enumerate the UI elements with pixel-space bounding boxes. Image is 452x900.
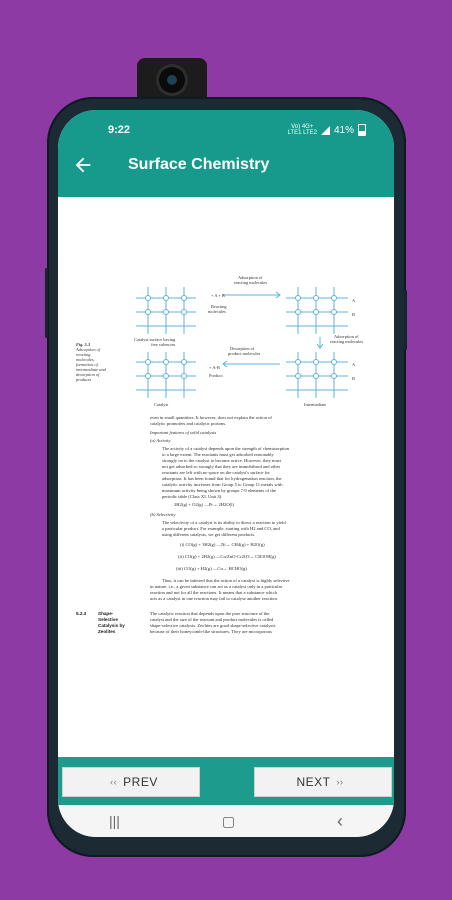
- caption-line-2: reacting: [76, 352, 91, 357]
- label-reacting-1: Reacting: [211, 304, 227, 309]
- label-product: Product: [209, 373, 223, 378]
- selectivity-equation: (i) CO(g) + 3H2(g) —Ni→ CH4(g) + H2O(g): [180, 542, 265, 547]
- recents-icon[interactable]: |||: [108, 813, 120, 829]
- page-title: Surface Chemistry: [128, 156, 270, 173]
- body-line: catalytic promoters and catalytic poisons.: [150, 421, 227, 426]
- catalyst-lattice-top-right: [286, 287, 348, 334]
- power-button: [404, 290, 407, 350]
- status-time: 9:22: [108, 124, 131, 136]
- section-title-line: Catalysis by: [98, 623, 125, 628]
- selectivity-equation: (iii) CO(g) + H2(g) —Cu→ HCHO(g): [176, 566, 247, 571]
- caption-line-0: Fig. 5.3: [76, 342, 91, 347]
- selectivity-line: a particular product. For example, starting with H2 and CO, and: [162, 526, 280, 531]
- page-navigation: [58, 757, 394, 805]
- label-adsorption2-2: reacting molecules: [330, 339, 364, 344]
- section-line: shape-selective catalysis. Zeolites are good shape-selective catalysts: [150, 623, 276, 628]
- conclusion-line: in nature, i.e., a given substance can act as a catalyst only in a particular: [150, 584, 283, 589]
- section-line: The catalytic reaction that depends upon the pore structure of the: [150, 611, 270, 616]
- conclusion-line: reaction and not for all the reactions. It means that a substance which: [150, 590, 277, 595]
- volume-button: [45, 268, 48, 338]
- activity-line: reactants are left with no space on the catalyst's surface for: [162, 470, 270, 475]
- figure-caption: [75, 342, 107, 382]
- body-text: [149, 415, 290, 634]
- camera-lens-icon: [159, 67, 185, 93]
- activity-line: adsorption. It has been found that for hydrogenation reaction, the: [162, 476, 282, 481]
- prev-button-label: PREV: [123, 775, 158, 789]
- conclusion-line: acts as a catalyst in one reaction may fail to catalyse another reaction.: [150, 596, 278, 601]
- label-b-bottom: B: [352, 376, 355, 381]
- network-indicator: [288, 124, 317, 136]
- page-content: [58, 197, 394, 757]
- arrow-left-icon[interactable]: [72, 154, 94, 176]
- label-a-bottom: A: [352, 362, 356, 367]
- battery-percent: 41%: [333, 124, 354, 136]
- caption-line-7: products: [76, 377, 92, 382]
- activity-heading: (a) Activity: [150, 438, 171, 443]
- section-title-line: Shape-: [98, 611, 114, 616]
- network-top-text: Vo) 4G+: [291, 124, 314, 130]
- section-title-line: Selective: [98, 617, 118, 622]
- section-line: catalyst and the size of the reactant and product molecules is called: [150, 617, 274, 622]
- label-desorption-2: product molecules: [228, 351, 261, 356]
- network-bottom-text: LTE1 LTE2: [287, 130, 317, 136]
- title-bar: [58, 150, 394, 180]
- caption-line-1: Adsorption of: [76, 347, 101, 352]
- caption-line-4: formation of: [76, 362, 98, 367]
- conclusion-line: Thus, it can be inferred that the action of a catalyst is highly selective: [162, 578, 290, 583]
- activity-line: maximum activity being shown by groups 7-9 elements of the: [162, 488, 276, 493]
- activity-line: strongly on to the catalyst to become active. However, they must: [162, 458, 281, 463]
- label-product-eq: + A-B: [209, 365, 220, 370]
- label-b-top: B: [352, 312, 355, 317]
- label-adsorption-1: Adsorption of: [238, 275, 263, 280]
- popup-camera: [137, 58, 207, 102]
- activity-line: The activity of a catalyst depends upon the strength of chemisorption: [162, 446, 290, 451]
- label-adsorption-2: reacting molecules: [234, 280, 268, 285]
- caption-line-6: desorption of: [76, 372, 100, 377]
- selectivity-heading: (b) Selectivity: [150, 512, 176, 517]
- label-desorption-1: Desorption of: [230, 346, 255, 351]
- catalyst-lattice-bottom-right: [286, 352, 348, 398]
- home-icon[interactable]: ▢: [221, 812, 236, 829]
- label-catalyst-surface-1: Catalyst surface having: [134, 337, 176, 342]
- next-button[interactable]: [254, 767, 392, 797]
- label-intermediate: Intermediate: [304, 402, 327, 407]
- activity-equation: 2H2(g) + O2(g) —Pt→ 2H2O(l): [174, 502, 235, 507]
- section-number: 5.2.3: [76, 611, 87, 616]
- activity-line: not get adsorbed so strongly that they are immobilised and other: [162, 464, 281, 469]
- activity-line: to a large extent. The reactants must get adsorbed reasonably: [162, 452, 274, 457]
- app-bar: [58, 110, 394, 197]
- label-catalyst: Catalyst: [154, 402, 169, 407]
- label-catalyst-surface-2: free valencies: [151, 342, 176, 347]
- caption-line-5: intermediate and: [76, 367, 106, 372]
- next-button-label: NEXT: [296, 775, 331, 789]
- battery-icon: [358, 124, 366, 136]
- status-icons: [288, 124, 366, 136]
- label-a-top: A: [352, 298, 356, 303]
- status-bar: [108, 122, 366, 138]
- selectivity-equation: (ii) CO(g) + 2H2(g) —Cu/ZnO-Cr2O3→ CH3OH(g): [178, 554, 276, 559]
- section-heading: [76, 611, 125, 634]
- selectivity-line: The selectivity of a catalyst is its ability to direct a reaction to yield: [162, 520, 286, 525]
- chevron-left-icon: ‹‹: [110, 777, 118, 787]
- section-title-line: Zeolites: [98, 629, 116, 634]
- back-nav-icon[interactable]: ‹: [337, 810, 343, 831]
- selectivity-line: using different catalysts, we get different products.: [162, 532, 256, 537]
- label-reacting-2: molecules: [208, 309, 226, 314]
- signal-icon: [321, 126, 330, 135]
- activity-line: catalytic activity increases from Group 5 to Group 11 metals with: [162, 482, 283, 487]
- section-line: because of their honeycomb-like structures. They are microporous: [150, 629, 272, 634]
- body-line: even in small quantities. It however, does not explain the action of: [150, 415, 272, 420]
- features-heading: Important features of solid catalysts: [150, 430, 217, 435]
- chevron-right-icon: ››: [336, 777, 344, 787]
- label-adsorption2-1: Adsorption of: [334, 334, 359, 339]
- prev-button[interactable]: [62, 767, 200, 797]
- activity-line: periodic table (Class XI, Unit 3).: [162, 494, 223, 499]
- label-reactants: + A + B: [211, 293, 225, 298]
- textbook-page[interactable]: [58, 197, 394, 757]
- phone-screen: [58, 110, 394, 837]
- catalyst-lattice-bottom-left: [136, 352, 196, 398]
- caption-line-3: molecules,: [76, 357, 95, 362]
- catalyst-lattice-top-left: [136, 287, 196, 334]
- system-navigation-bar: [58, 805, 394, 837]
